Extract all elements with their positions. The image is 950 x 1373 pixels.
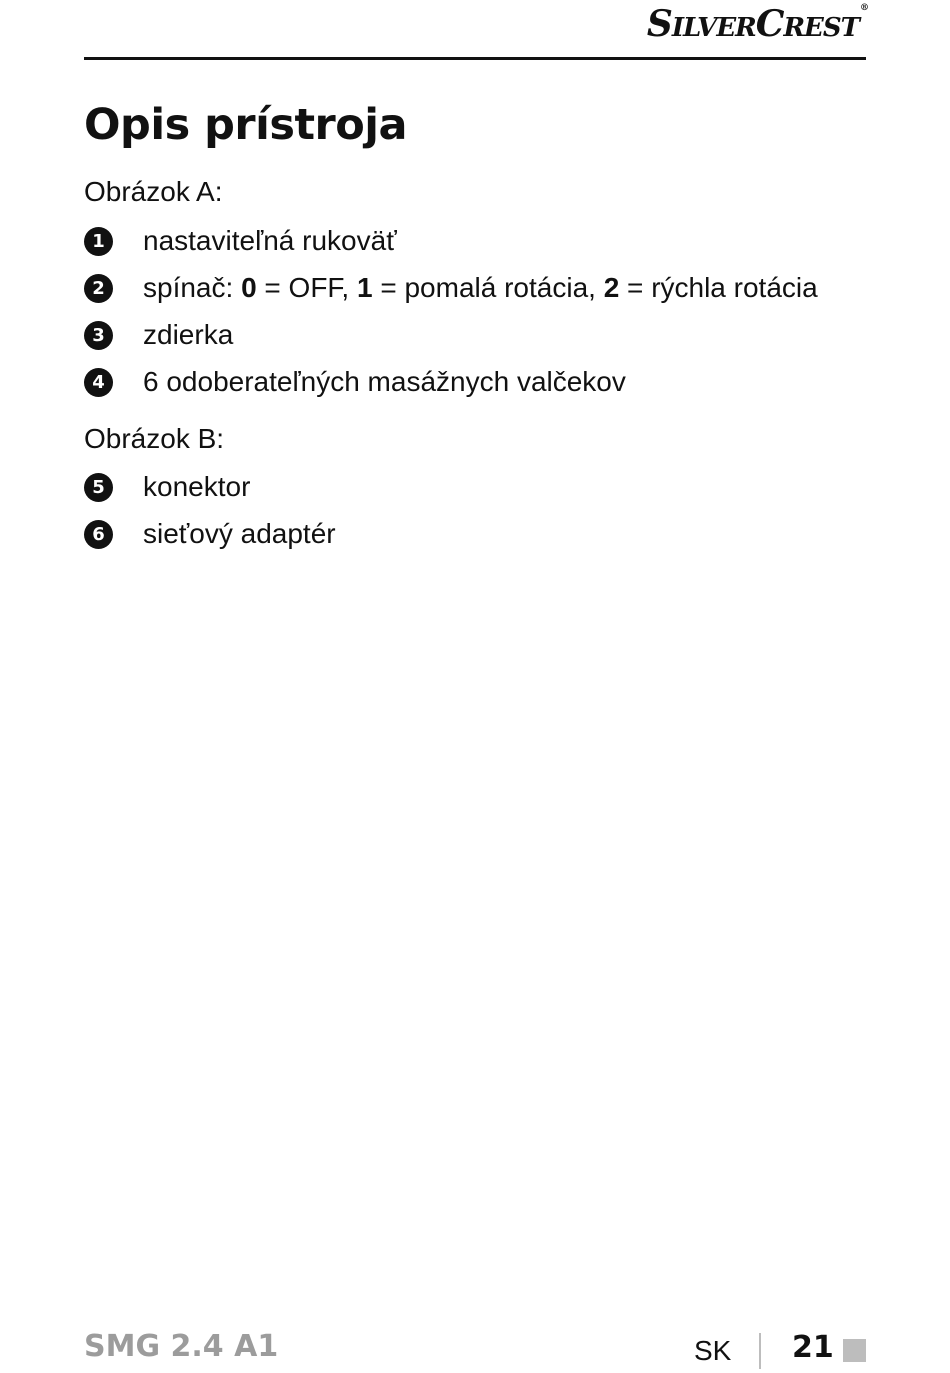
- item-number-badge: 5: [84, 473, 113, 502]
- figure-b-label: Obrázok B:: [84, 423, 225, 454]
- list-item: [84, 470, 251, 504]
- page-title: Opis prístroja: [84, 100, 408, 150]
- model-number: SMG 2.4 A1: [84, 1329, 279, 1364]
- brand-letter: C: [755, 3, 784, 45]
- switch-value: 1: [357, 272, 373, 303]
- item-number-badge: 2: [84, 274, 113, 303]
- switch-desc: = pomalá rotácia,: [372, 272, 604, 303]
- brand-letters: REST: [783, 13, 859, 43]
- brand-letters: ILVER: [671, 13, 756, 43]
- footer-divider: [759, 1333, 761, 1369]
- list-item: [84, 517, 336, 551]
- figure-a-label: Obrázok A:: [84, 176, 223, 207]
- item-text: nastaviteľná rukoväť: [143, 225, 397, 256]
- switch-value: 2: [603, 272, 620, 303]
- item-number-badge: 3: [84, 321, 113, 350]
- item-text: [143, 274, 818, 302]
- registered-mark: ®: [860, 2, 868, 13]
- page-marker-square: [843, 1339, 866, 1362]
- list-item: [84, 318, 234, 352]
- item-text: 6 odoberateľných masážnych valčekov: [143, 366, 626, 397]
- header-divider: [84, 57, 866, 60]
- switch-desc: = rýchla rotácia: [619, 272, 818, 303]
- item-text: sieťový adaptér: [143, 518, 336, 549]
- brand-letter: S: [646, 3, 672, 45]
- list-item: [84, 271, 818, 305]
- item-number-badge: 6: [84, 520, 113, 549]
- item-number-badge: 4: [84, 368, 113, 397]
- item-text: konektor: [143, 471, 251, 502]
- item-number-badge: 1: [84, 227, 113, 256]
- switch-desc: = OFF,: [256, 272, 357, 303]
- list-item: [84, 224, 397, 258]
- brand-logo: [646, 2, 868, 45]
- list-item: [84, 365, 626, 399]
- page-number: 21: [792, 1330, 834, 1365]
- switch-label: spínač:: [143, 272, 242, 303]
- item-text: zdierka: [143, 319, 234, 350]
- switch-value: 0: [241, 272, 257, 303]
- language-code: SK: [694, 1335, 732, 1366]
